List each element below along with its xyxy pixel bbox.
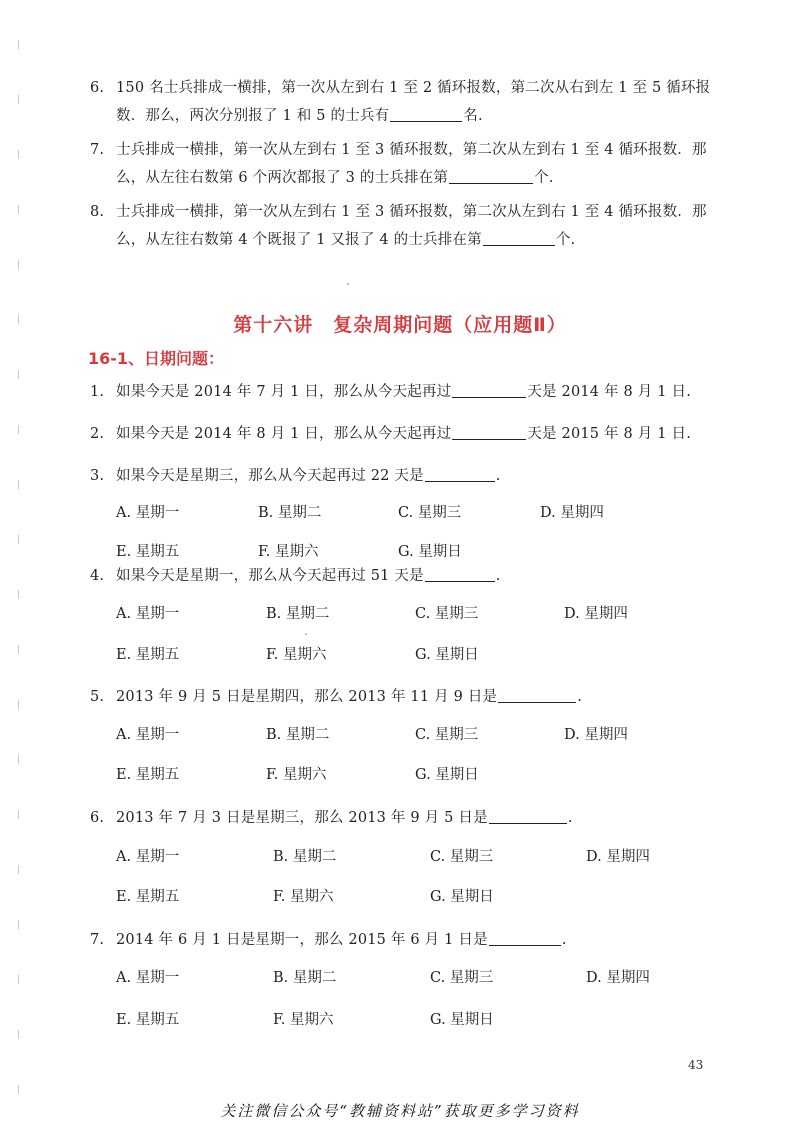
question-3 [90,462,730,490]
page-number: 43 [688,1058,704,1072]
question-text: 士兵排成一横排，第一次从左到右 1 至 3 循环报数，第二次从左到右 1 至 4 循环报数．那 [116,204,707,220]
option-d[interactable]: D. 星期四 [564,606,628,622]
question-number: 8. [90,204,105,220]
option-b[interactable]: B. 星期二 [273,970,337,986]
question-text: 2013 年 7 月 3 日是星期三，那么 2013 年 9 月 5 日是 [116,810,488,826]
option-g[interactable]: G. 星期日 [430,889,494,905]
option-d[interactable]: D. 星期四 [540,505,604,521]
option-f[interactable]: F. 星期六 [273,889,334,905]
question-number: 2. [90,426,105,442]
question-text: 2013 年 9 月 5 日是星期四，那么 2013 年 11 月 9 日是 [116,689,498,705]
question-text: 150 名士兵排成一横排，第一次从左到右 1 至 2 循环报数，第二次从右到左 1 至 5 循环报 [116,80,711,96]
question-text: 个. [534,170,554,186]
option-g[interactable]: G. 星期日 [415,767,479,783]
scan-speck [347,283,349,285]
question-7 [90,926,730,954]
option-e[interactable]: E. 星期五 [116,647,180,663]
answer-blank[interactable] [483,230,555,246]
option-c[interactable]: C. 星期三 [415,727,479,743]
option-g[interactable]: G. 星期日 [398,544,462,560]
question-number: 5. [90,689,105,705]
option-d[interactable]: D. 星期四 [586,970,650,986]
question-top-8 [90,198,730,254]
option-f[interactable]: F. 星期六 [273,1012,334,1028]
question-text: 名. [463,108,483,124]
option-a[interactable]: A. 星期一 [116,727,180,743]
answer-blank[interactable] [425,466,495,482]
binding-margin [18,0,19,1131]
option-a[interactable]: A. 星期一 [116,505,180,521]
question-text: . [567,810,573,826]
option-c[interactable]: C. 星期三 [430,849,494,865]
question-text: 2014 年 6 月 1 日是星期一，那么 2015 年 6 月 1 日是 [116,932,488,948]
question-text: 个. [555,232,576,248]
question-text: . [495,568,501,584]
question-number: 1. [90,384,105,400]
question-text: . [495,468,501,484]
option-b[interactable]: B. 星期二 [266,606,330,622]
option-e[interactable]: E. 星期五 [116,544,180,560]
answer-blank[interactable] [449,168,533,184]
section-heading: 16-1、日期问题： [88,349,225,368]
question-text: 士兵排成一横排，第一次从左到右 1 至 3 循环报数，第二次从左到右 1 至 4 循环报数．那 [116,142,707,158]
lecture-title [0,310,800,337]
question-1 [90,378,730,406]
question-5 [90,683,730,711]
question-number: 3. [90,468,105,484]
footer-promo-text: 关注微信公众号“教辅资料站”获取更多学习资料 [220,1102,580,1120]
option-e[interactable]: E. 星期五 [116,889,180,905]
question-number: 4. [90,568,105,584]
question-text: 如果今天是 2014 年 8 月 1 日，那么从今天起再过 [116,426,452,442]
question-text: . [561,932,567,948]
question-text: 数．那么，两次分别报了 1 和 5 的士兵有 [116,108,390,124]
option-e[interactable]: E. 星期五 [116,1012,180,1028]
question-6 [90,804,730,832]
option-a[interactable]: A. 星期一 [116,970,180,986]
option-a[interactable]: A. 星期一 [116,849,180,865]
scan-speck [305,633,307,635]
option-a[interactable]: A. 星期一 [116,606,180,622]
question-text: 如果今天是 2014 年 7 月 1 日，那么从今天起再过 [116,384,452,400]
answer-blank[interactable] [489,930,561,946]
answer-blank[interactable] [489,808,567,824]
question-text: 么，从左往右数第 4 个既报了 1 又报了 4 的士兵排在第 [116,232,482,248]
question-text: 么，从左往右数第 6 个两次都报了 3 的士兵排在第 [116,170,449,186]
option-g[interactable]: G. 星期日 [415,647,479,663]
option-f[interactable]: F. 星期六 [266,647,327,663]
lecture-topic: 复杂周期问题（应用题Ⅱ） [333,314,567,336]
option-f[interactable]: F. 星期六 [266,767,327,783]
question-number: 7. [90,932,105,948]
answer-blank[interactable] [452,382,526,398]
option-d[interactable]: D. 星期四 [564,727,628,743]
option-c[interactable]: C. 星期三 [430,970,494,986]
option-e[interactable]: E. 星期五 [116,767,180,783]
answer-blank[interactable] [498,687,576,703]
question-text: 天是 2014 年 8 月 1 日. [527,384,692,400]
question-2 [90,420,730,448]
option-g[interactable]: G. 星期日 [430,1012,494,1028]
lecture-number: 第十六讲 [233,314,314,336]
question-text: 天是 2015 年 8 月 1 日. [527,426,692,442]
option-b[interactable]: B. 星期二 [258,505,322,521]
question-top-6 [90,74,730,130]
question-4 [90,562,730,590]
option-d[interactable]: D. 星期四 [586,849,650,865]
option-b[interactable]: B. 星期二 [273,849,337,865]
question-top-7 [90,136,730,192]
question-number: 7. [90,142,105,158]
question-text: 如果今天是星期三，那么从今天起再过 22 天是 [116,468,424,484]
option-b[interactable]: B. 星期二 [266,727,330,743]
answer-blank[interactable] [452,424,526,440]
option-f[interactable]: F. 星期六 [258,544,319,560]
option-c[interactable]: C. 星期三 [415,606,479,622]
question-text: 如果今天是星期一，那么从今天起再过 51 天是 [116,568,424,584]
question-text: . [577,689,583,705]
answer-blank[interactable] [425,566,495,582]
question-number: 6. [90,810,105,826]
question-number: 6. [90,80,105,96]
option-c[interactable]: C. 星期三 [398,505,462,521]
answer-blank[interactable] [390,106,462,122]
